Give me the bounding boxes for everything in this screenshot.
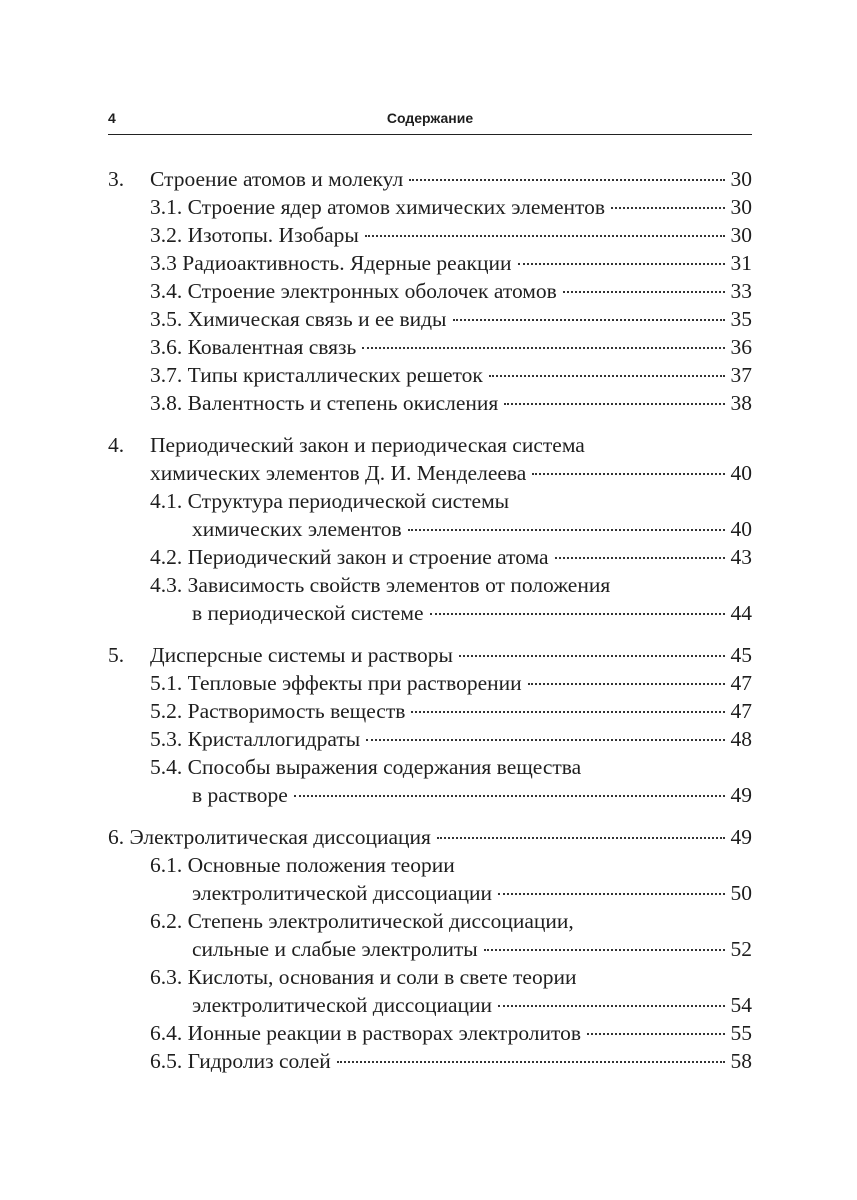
dot-leader — [611, 207, 724, 209]
entry-title: 5.3. Кристаллогидраты — [150, 727, 361, 751]
entry-title-continued: в растворе — [192, 783, 288, 807]
entry-title-continued: в периодической системе — [192, 601, 424, 625]
entry-title: 3.1. Строение ядер атомов химических элементов — [150, 195, 606, 219]
toc-entry-continuation[interactable] — [108, 459, 752, 487]
header-title: Содержание — [386, 110, 474, 126]
table-of-contents — [108, 165, 752, 1089]
entry-title: 6. Электролитическая диссоциация — [108, 825, 431, 849]
entry-title: 4.1. Структура периодической системы — [150, 489, 510, 513]
entry-title: 6.1. Основные положения теории — [150, 853, 455, 877]
toc-section-3 — [108, 165, 752, 417]
toc-entry[interactable] — [108, 333, 752, 361]
dot-leader — [362, 347, 724, 349]
toc-section-4 — [108, 431, 752, 627]
running-header — [108, 104, 752, 135]
entry-page: 44 — [730, 601, 752, 625]
toc-entry[interactable] — [108, 431, 752, 459]
entry-title: 6.3. Кислоты, основания и соли в свете теории — [150, 965, 577, 989]
toc-entry[interactable] — [108, 753, 752, 781]
entry-title-continued: электролитической диссоциации — [192, 881, 493, 905]
dot-leader — [453, 319, 725, 321]
entry-title: 3.4. Строение электронных оболочек атомов — [150, 279, 557, 303]
entry-page: 35 — [730, 307, 752, 331]
entry-page: 48 — [730, 727, 752, 751]
toc-entry[interactable] — [108, 277, 752, 305]
toc-entry[interactable] — [108, 165, 752, 193]
entry-page: 49 — [730, 825, 752, 849]
entry-page: 50 — [730, 881, 752, 905]
toc-entry[interactable] — [108, 193, 752, 221]
entry-page: 47 — [730, 671, 752, 695]
entry-title-continued: электролитической диссоциации — [192, 993, 493, 1017]
toc-entry[interactable] — [108, 823, 752, 851]
toc-entry[interactable] — [108, 571, 752, 599]
toc-entry[interactable] — [108, 1047, 752, 1075]
toc-entry-continuation[interactable] — [108, 935, 752, 963]
entry-title: 6.2. Степень электролитической диссоциации, — [150, 909, 574, 933]
entry-title-continued: химических элементов — [192, 517, 402, 541]
entry-title-continued: химических элементов Д. И. Менделеева — [150, 461, 527, 485]
toc-entry[interactable] — [108, 963, 752, 991]
toc-entry[interactable] — [108, 221, 752, 249]
entry-page: 45 — [730, 643, 752, 667]
dot-leader — [563, 291, 725, 293]
toc-entry[interactable] — [108, 697, 752, 725]
toc-entry-continuation[interactable] — [108, 879, 752, 907]
dot-leader — [430, 613, 725, 615]
section-number: 4. — [108, 433, 125, 457]
entry-page: 38 — [730, 391, 752, 415]
dot-leader — [294, 795, 725, 797]
entry-page: 30 — [730, 223, 752, 247]
toc-entry[interactable] — [108, 543, 752, 571]
toc-entry-continuation[interactable] — [108, 781, 752, 809]
toc-entry-continuation[interactable] — [108, 991, 752, 1019]
entry-title: 6.4. Ионные реакции в растворах электролитов — [150, 1021, 582, 1045]
entry-page: 43 — [730, 545, 752, 569]
entry-title: 3.7. Типы кристаллических решеток — [150, 363, 483, 387]
dot-leader — [366, 739, 724, 741]
toc-entry[interactable] — [108, 249, 752, 277]
entry-title: Дисперсные системы и растворы — [150, 643, 453, 667]
section-number: 5. — [108, 643, 125, 667]
dot-leader — [365, 235, 725, 237]
entry-title: 6.5. Гидролиз солей — [150, 1049, 331, 1073]
toc-entry[interactable] — [108, 1019, 752, 1047]
entry-title: 3.5. Химическая связь и ее виды — [150, 307, 447, 331]
entry-title: Строение атомов и молекул — [150, 167, 404, 191]
dot-leader — [337, 1061, 725, 1063]
dot-leader — [518, 263, 725, 265]
toc-entry-continuation[interactable] — [108, 599, 752, 627]
entry-page: 37 — [730, 363, 752, 387]
entry-title: 3.2. Изотопы. Изобары — [150, 223, 359, 247]
dot-leader — [484, 949, 725, 951]
dot-leader — [408, 529, 725, 531]
toc-entry[interactable] — [108, 305, 752, 333]
entry-title: 4.2. Периодический закон и строение атома — [150, 545, 549, 569]
entry-page: 58 — [730, 1049, 752, 1073]
page-number: 4 — [108, 110, 116, 126]
toc-entry[interactable] — [108, 641, 752, 669]
entry-title: 5.2. Растворимость веществ — [150, 699, 406, 723]
dot-leader — [498, 893, 724, 895]
entry-title: 4.3. Зависимость свойств элементов от положения — [150, 573, 611, 597]
entry-page: 47 — [730, 699, 752, 723]
entry-title: 5.1. Тепловые эффекты при растворении — [150, 671, 522, 695]
toc-entry-continuation[interactable] — [108, 515, 752, 543]
dot-leader — [587, 1033, 724, 1035]
toc-entry[interactable] — [108, 907, 752, 935]
toc-entry[interactable] — [108, 361, 752, 389]
section-number: 3. — [108, 167, 125, 191]
toc-entry[interactable] — [108, 851, 752, 879]
entry-title: 5.4. Способы выражения содержания вещества — [150, 755, 582, 779]
dot-leader — [459, 655, 725, 657]
toc-section-5 — [108, 641, 752, 809]
dot-leader — [528, 683, 725, 685]
dot-leader — [532, 473, 724, 475]
toc-entry[interactable] — [108, 669, 752, 697]
entry-page: 54 — [730, 993, 752, 1017]
entry-title-continued: сильные и слабые электролиты — [192, 937, 478, 961]
toc-entry[interactable] — [108, 725, 752, 753]
dot-leader — [489, 375, 725, 377]
entry-page: 49 — [730, 783, 752, 807]
dot-leader — [411, 711, 724, 713]
entry-title: 3.3 Радиоактивность. Ядерные реакции — [150, 251, 512, 275]
dot-leader — [409, 179, 724, 181]
dot-leader — [555, 557, 725, 559]
dot-leader — [437, 837, 725, 839]
entry-page: 55 — [730, 1021, 752, 1045]
entry-page: 40 — [730, 461, 752, 485]
toc-entry[interactable] — [108, 389, 752, 417]
toc-entry[interactable] — [108, 487, 752, 515]
dot-leader — [504, 403, 724, 405]
entry-page: 30 — [730, 195, 752, 219]
entry-page: 31 — [730, 251, 752, 275]
entry-title: 3.6. Ковалентная связь — [150, 335, 357, 359]
entry-page: 40 — [730, 517, 752, 541]
entry-page: 36 — [730, 335, 752, 359]
dot-leader — [498, 1005, 724, 1007]
entry-page: 33 — [730, 279, 752, 303]
toc-section-6 — [108, 823, 752, 1075]
entry-page: 30 — [730, 167, 752, 191]
entry-title: 3.8. Валентность и степень окисления — [150, 391, 499, 415]
entry-page: 52 — [730, 937, 752, 961]
entry-title: Периодический закон и периодическая система — [150, 433, 585, 457]
